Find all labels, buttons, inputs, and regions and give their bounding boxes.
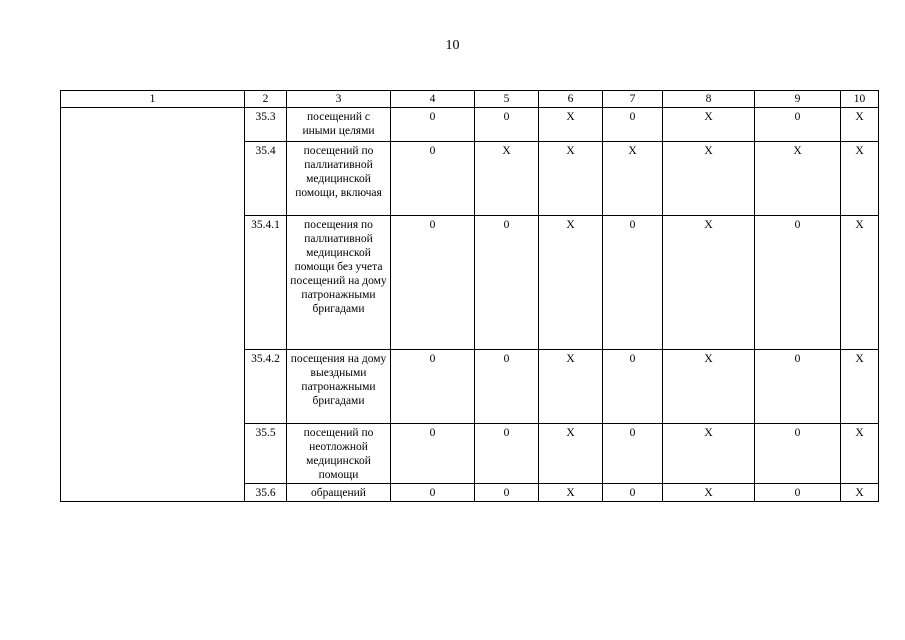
value-cell-col-4: 0: [391, 216, 475, 350]
value-cell-col-6: X: [539, 108, 603, 142]
row-label-cell: посещения на дому выездными патронажными бригадами: [287, 350, 391, 424]
value-cell-col-10: X: [841, 142, 879, 216]
header-cell-1: 1: [61, 91, 245, 108]
value-cell-col-9: 0: [755, 484, 841, 502]
value-cell-col-5: 0: [475, 108, 539, 142]
value-cell-col-10: X: [841, 350, 879, 424]
value-cell-col-9: X: [755, 142, 841, 216]
value-cell-col-10: X: [841, 216, 879, 350]
header-cell-2: 2: [245, 91, 287, 108]
value-cell-col-4: 0: [391, 424, 475, 484]
value-cell-col-5: X: [475, 142, 539, 216]
value-cell-col-8: X: [663, 108, 755, 142]
value-cell-col-7: 0: [603, 484, 663, 502]
row-label-cell: обращений: [287, 484, 391, 502]
header-cell-5: 5: [475, 91, 539, 108]
row-code-cell: 35.4: [245, 142, 287, 216]
value-cell-col-6: X: [539, 484, 603, 502]
value-cell-col-6: X: [539, 350, 603, 424]
value-cell-col-6: X: [539, 142, 603, 216]
value-cell-col-7: X: [603, 142, 663, 216]
value-cell-col-5: 0: [475, 350, 539, 424]
row-code-cell: 35.6: [245, 484, 287, 502]
value-cell-col-8: X: [663, 424, 755, 484]
value-cell-col-8: X: [663, 350, 755, 424]
value-cell-col-8: X: [663, 484, 755, 502]
table-body: [61, 91, 879, 502]
value-cell-col-8: X: [663, 216, 755, 350]
value-cell-col-5: 0: [475, 484, 539, 502]
row-label-cell: посещения по паллиативной медицинской помощи без учета посещений на дому патронажными бригадами: [287, 216, 391, 350]
row-code-cell: 35.4.1: [245, 216, 287, 350]
table-header-row: [61, 91, 879, 108]
value-cell-col-10: X: [841, 484, 879, 502]
value-cell-col-5: 0: [475, 216, 539, 350]
value-cell-col-4: 0: [391, 142, 475, 216]
value-cell-col-5: 0: [475, 424, 539, 484]
value-cell-col-7: 0: [603, 424, 663, 484]
value-cell-col-7: 0: [603, 350, 663, 424]
value-cell-col-10: X: [841, 424, 879, 484]
row-label-cell: посещений по неотложной медицинской помощи: [287, 424, 391, 484]
header-cell-6: 6: [539, 91, 603, 108]
row-label-cell: посещений по паллиативной медицинской помощи, включая: [287, 142, 391, 216]
header-cell-7: 7: [603, 91, 663, 108]
value-cell-col-9: 0: [755, 424, 841, 484]
value-cell-col-4: 0: [391, 350, 475, 424]
value-cell-col-6: X: [539, 216, 603, 350]
value-cell-col-10: X: [841, 108, 879, 142]
header-cell-4: 4: [391, 91, 475, 108]
value-cell-col-4: 0: [391, 108, 475, 142]
value-cell-col-9: 0: [755, 216, 841, 350]
merged-section-cell: [61, 108, 245, 502]
page-number: 10: [445, 38, 460, 53]
row-code-cell: 35.3: [245, 108, 287, 142]
row-label-cell: посещений с иными целями: [287, 108, 391, 142]
value-cell-col-8: X: [663, 142, 755, 216]
value-cell-col-4: 0: [391, 484, 475, 502]
value-cell-col-7: 0: [603, 216, 663, 350]
header-cell-8: 8: [663, 91, 755, 108]
data-table: [60, 90, 879, 502]
value-cell-col-6: X: [539, 424, 603, 484]
header-cell-3: 3: [287, 91, 391, 108]
value-cell-col-7: 0: [603, 108, 663, 142]
row-code-cell: 35.5: [245, 424, 287, 484]
value-cell-col-9: 0: [755, 350, 841, 424]
value-cell-col-9: 0: [755, 108, 841, 142]
table-row: [61, 108, 879, 142]
header-cell-9: 9: [755, 91, 841, 108]
header-cell-10: 10: [841, 91, 879, 108]
row-code-cell: 35.4.2: [245, 350, 287, 424]
